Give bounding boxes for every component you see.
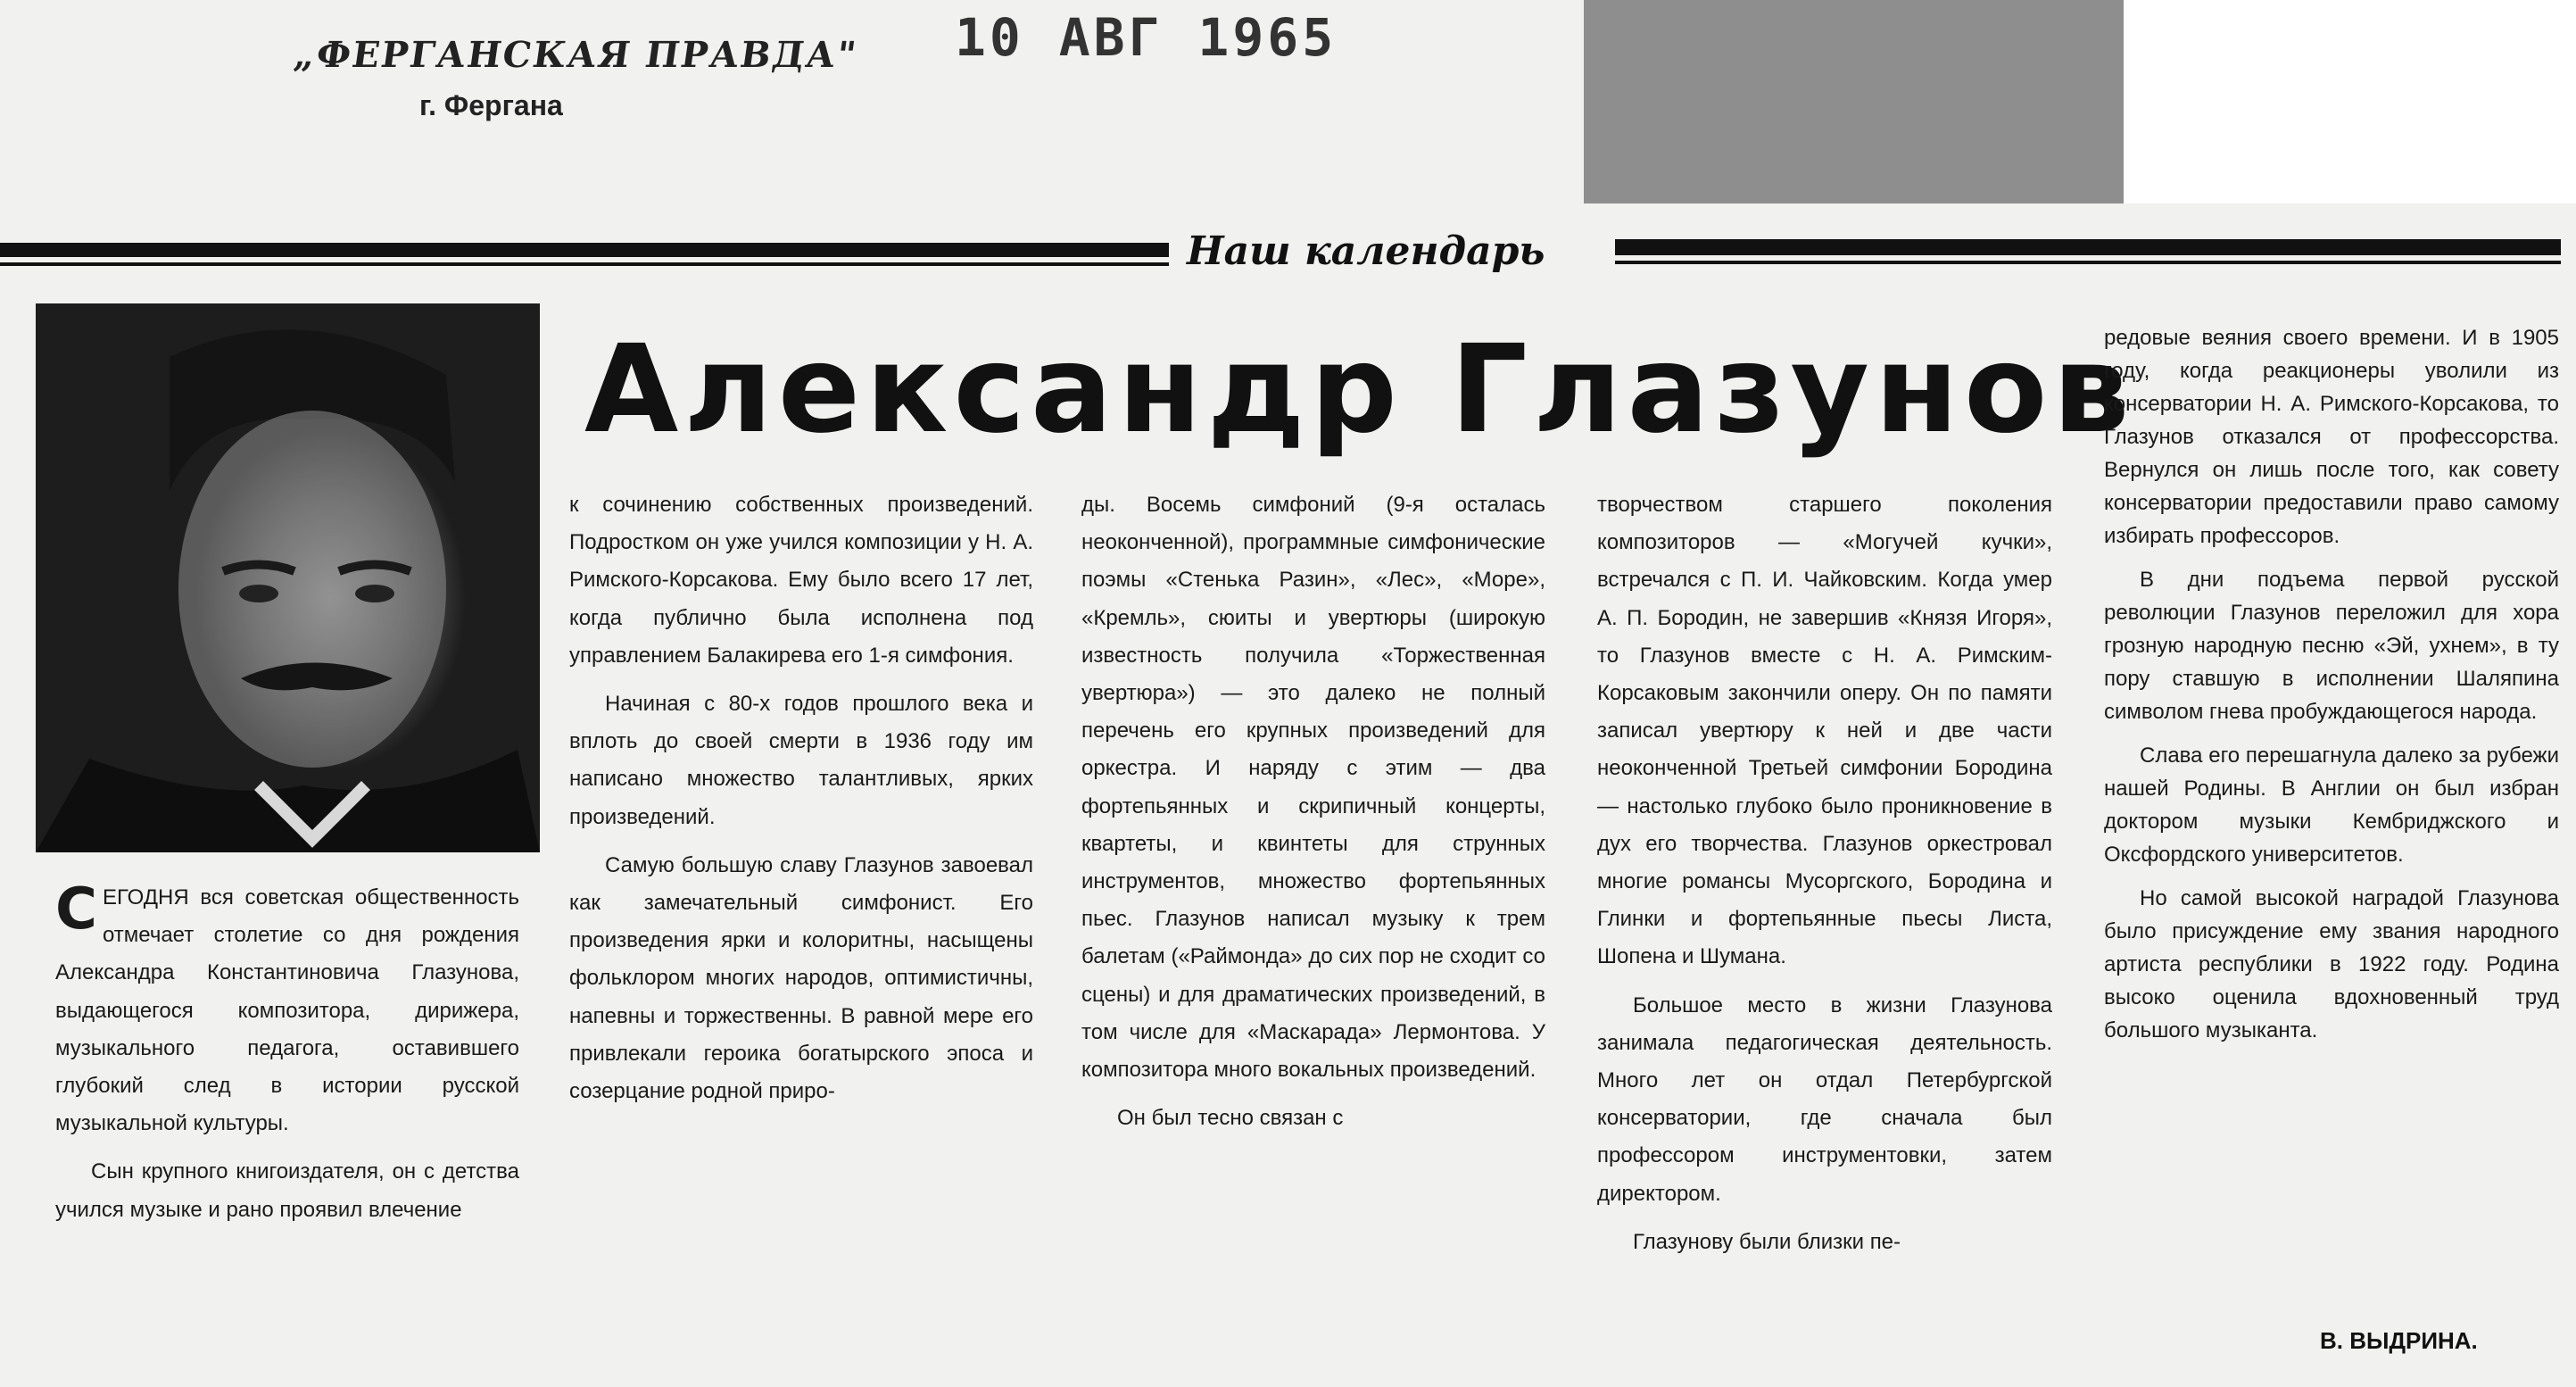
clipping-header-strip xyxy=(0,0,1584,214)
article-paragraph: творчеством старшего поколения композиторов — «Могучей кучки», встречался с П. И. Чайковским. Когда умер А. П. Бородин, не завершив «Князя Игоря», то Глазунов вместе с Н. А. Римским-Корсаковым закончили оперу. Он по памяти записал увертюру к ней и две части неоконченной Третьей симфонии Бородина — настолько глубоко было проникновение в дух его творчества. Глазунов оркестровал многие романсы Мусоргского, Бородина и Глинки и фортепьянные пьесы Листа, Шопена и Шумана. xyxy=(1597,493,2052,969)
rubric-rule-right-thick xyxy=(1615,239,2561,255)
date-stamp: 10 АВГ 1965 xyxy=(955,7,1338,68)
rubric-title: Наш календарь xyxy=(1187,228,1545,274)
headline: Александр Глазунов xyxy=(584,320,2135,461)
article-paragraph: ды. Восемь симфоний (9-я осталась неоконченной), программные симфонические поэмы «Стенька Разин», «Лес», «Море», «Кремль», сюиты и увертюры (широкую известность получила «Торжественная увертюра») — это далеко не полный перечень его крупных произведений для оркестра. И наряду с этим — два фортепьянных и скрипичный концерты, квартеты, и квинтеты для струнных инструментов, множество фортепьянных пьес. Глазунов написал музыку к трем балетам («Раймонда» до сих пор не сходит со сцены) и для драматических произведений, в том числе для «Маскарада» Лермонтова. У композитора много вокальных произведений. xyxy=(1081,493,1545,1083)
portrait-illustration xyxy=(36,303,540,852)
article-paragraph: Но самой высокой наградой Глазунова было присуждение ему звания народного артиста республики в 1922 году. Родина высоко оценила вдохновенный труд большого музыканта. xyxy=(2104,886,2559,1042)
author-signature: В. ВЫДРИНА. xyxy=(2320,1327,2478,1354)
rubric-rule-left-thick xyxy=(0,243,1169,257)
article-paragraph: Сын крупного книгоиздателя, он с детства учился музыке и рано проявил влечение xyxy=(55,1159,519,1222)
article-column-2 xyxy=(569,486,1033,1121)
drop-cap: С xyxy=(55,876,97,943)
rubric-rule-left-thin xyxy=(0,262,1169,266)
city-stamp: г. Фергана xyxy=(419,89,563,121)
article-column-3 xyxy=(1081,486,1545,1148)
article-paragraph: редовые веяния своего времени. И в 1905 году, когда реакционеры уволили из консерватории Н. А. Римского-Корсакова, то Глазунов отказался от профессорства. Вернулся он лишь после того, как совету консерватории предоставили право самому избирать профессоров. xyxy=(2104,326,2559,548)
article-paragraph: Глазунову были близки пе- xyxy=(1633,1229,1901,1254)
article-column-4 xyxy=(1597,486,2052,1272)
rubric-rule-right-thin xyxy=(1615,261,2561,264)
article-paragraph: Самую большую славу Глазунов завоевал как замечательный симфонист. Его произведения ярки и колоритны, насыщены фольклором многих народов, оптимистичны, напевны и торжественны. В равной мере его привлекали героика богатырского эпоса и созерцание родной приро- xyxy=(569,852,1033,1104)
article-paragraph: Начиная с 80-х годов прошлого века и вплоть до своей смерти в 1936 году им написано множество талантливых, ярких произведений. xyxy=(569,692,1033,829)
article-paragraph: СЕГОДНЯ вся советская общественность отмечает столетие со дня рождения Александра Константиновича Глазунова, выдающегося композитора, дирижера, музыкального педагога, оставившего глубокий след в истории русской музыкальной культуры. xyxy=(55,876,519,1136)
gray-background-tab xyxy=(1584,0,2124,211)
newspaper-name-stamp: „ФЕРГАНСКАЯ ПРАВДА" xyxy=(291,34,861,76)
article-paragraph: Большое место в жизни Глазунова занимала педагогическая деятельность. Много лет он отдал Петербургской консерватории, где сначала был профессором инструментовки, затем директором. xyxy=(1597,992,2052,1206)
portrait-photo xyxy=(36,303,540,852)
article-column-5 xyxy=(2104,321,2559,1058)
article-paragraph: Слава его перешагнула далеко за рубежи нашей Родины. В Англии он был избран доктором музыки Кембриджского и Оксфордского университетов. xyxy=(2104,743,2559,867)
article-paragraph: Он был тесно связан с xyxy=(1117,1106,1344,1131)
article-paragraph: к сочинению собственных произведений. Подростком он уже учился композиции у Н. А. Римского-Корсакова. Ему было всего 17 лет, когда публично была исполнена под управлением Балакирева его 1-я симфония. xyxy=(569,493,1033,668)
article-column-1 xyxy=(55,876,519,1240)
article-paragraph: В дни подъема первой русской революции Глазунов переложил для хора грозную народную песню «Эй, ухнем», в ту пору ставшую в исполнении Шаляпина символом гнева пробуждающегося народа. xyxy=(2104,568,2559,724)
